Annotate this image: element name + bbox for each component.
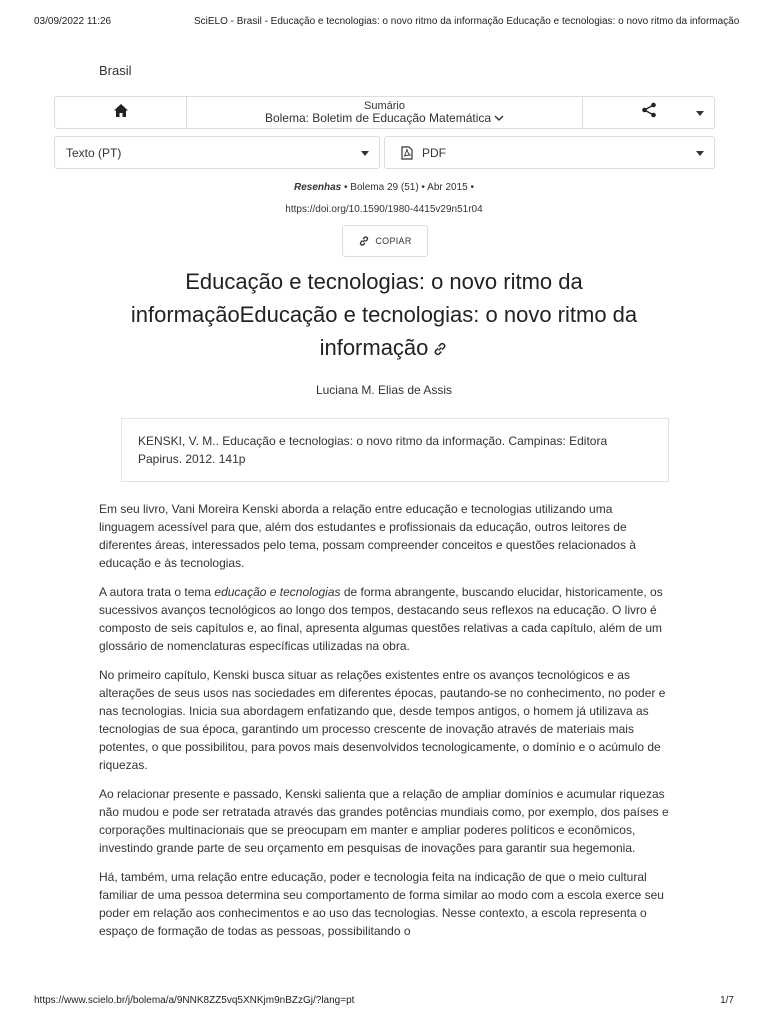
journal-nav [54, 96, 715, 129]
text-language-value: Texto (PT) [66, 145, 122, 160]
article-title-text: Educação e tecnologias: o novo ritmo da informaçãoEducação e tecnologias: o novo ritmo da informação [130, 269, 638, 360]
share-button[interactable] [582, 96, 715, 129]
home-icon [113, 103, 129, 123]
issue-details: • Bolema 29 (51) • Abr 2015 • [341, 182, 475, 193]
paragraph: Ao relacionar presente e passado, Kenski salienta que a relação de ampliar domínios e acumular riquezas não mudou e pode ser retratada através das grandes potências mundiais como, por exemplo, dos países e corporações multinacionais que se preocupam em manter e ampliar poderes políticos e econômicos, investindo grande parte de seu orçamento em pesquisas de inovações para garantir sua hegemonia. [99, 787, 669, 855]
article-title [84, 265, 684, 366]
site-brand[interactable]: Brasil [99, 63, 132, 78]
copy-label: COPIAR [375, 236, 412, 246]
pdf-select[interactable] [384, 136, 715, 169]
chevron-down-icon [494, 112, 504, 125]
paragraph: No primeiro capítulo, Kenski busca situar as relações existentes entre os avanços tecnológicos e as alterações de seus usos nas sociedades em diferentes épocas, pautando-se no conhecimento, no poder e nas tecnologias. Inicia sua abordagem enfatizando que, desde tempos antigos, o homem já utilizava as tecnologias de sua época, garantindo um processo crescente de inovação através de materiais mais potentes, o que possibilitou, para povos mais desenvolvidos tecnologicamente, o domínio e o acúmulo de riquezas. [99, 668, 666, 772]
print-page-number: 1/7 [720, 995, 734, 1006]
pdf-icon [401, 146, 413, 160]
doi-link[interactable]: https://doi.org/10.1590/1980-4415v29n51r04 [285, 204, 483, 215]
print-page-title: SciELO - Brasil - Educação e tecnologias: o novo ritmo da informação Educação e tecnologias: o novo ritmo da informação [194, 16, 740, 27]
home-button[interactable] [54, 96, 187, 129]
pdf-label: PDF [422, 145, 446, 160]
section-label[interactable]: Resenhas [293, 182, 342, 193]
caret-down-icon [361, 151, 369, 156]
print-datetime: 03/09/2022 11:26 [34, 16, 112, 27]
link-icon [358, 235, 370, 247]
summary-dropdown[interactable] [186, 96, 583, 129]
journal-name: Bolema: Boletim de Educação Matemática [264, 110, 492, 125]
book-reference: KENSKI, V. M.. Educação e tecnologias: o novo ritmo da informação. Campinas: Editora Papirus. 2012. 141p [121, 418, 669, 482]
paragraph: Há, também, uma relação entre educação, poder e tecnologia feita na indicação de que o meio cultural familiar de uma pessoa determina seu comportamento de forma similar ao modo com a escola exerce seu poder em relação aos conhecimentos e ao uso das tecnologias. Nesse contexto, a escola representa o espaço de formação de todas as pessoas, possibilitando o [99, 870, 664, 938]
article-body [99, 500, 669, 951]
permalink-icon[interactable] [432, 333, 448, 366]
emphasis: educação e tecnologias [214, 585, 341, 599]
article-meta [0, 182, 768, 193]
share-caret-icon [696, 111, 704, 116]
copy-doi-button[interactable] [342, 225, 428, 257]
caret-down-icon [696, 151, 704, 156]
author-name[interactable]: Luciana M. Elias de Assis [315, 383, 453, 397]
paragraph: A autora trata o tema educação e tecnologias de forma abrangente, buscando elucidar, historicamente, os sucessivos avanços tecnológicos ao longo dos tempos, destacando seus reflexos na educação. O livro é composto de seis capítulos e, ao final, apresenta algumas questões relativas a cada capítulo, além de um glossário de nomenclaturas específicas utilizadas na obra. [99, 585, 663, 653]
format-selectors [54, 136, 715, 169]
paragraph: Em seu livro, Vani Moreira Kenski aborda a relação entre educação e tecnologias utilizando uma linguagem acessível para que, além dos estudantes e profissionais da educação, outros leitores de diferentes áreas, interessados pelo tema, possam compreender conceitos e questões relacionados à educação e às tecnologias. [99, 502, 636, 570]
share-icon [641, 102, 657, 123]
text-language-select[interactable] [54, 136, 380, 169]
summary-label: Sumário [364, 99, 405, 112]
print-url: https://www.scielo.br/j/bolema/a/9NNK8ZZ5vq5XNKjm9nBZzGj/?lang=pt [34, 995, 355, 1006]
print-footer [34, 995, 734, 1006]
